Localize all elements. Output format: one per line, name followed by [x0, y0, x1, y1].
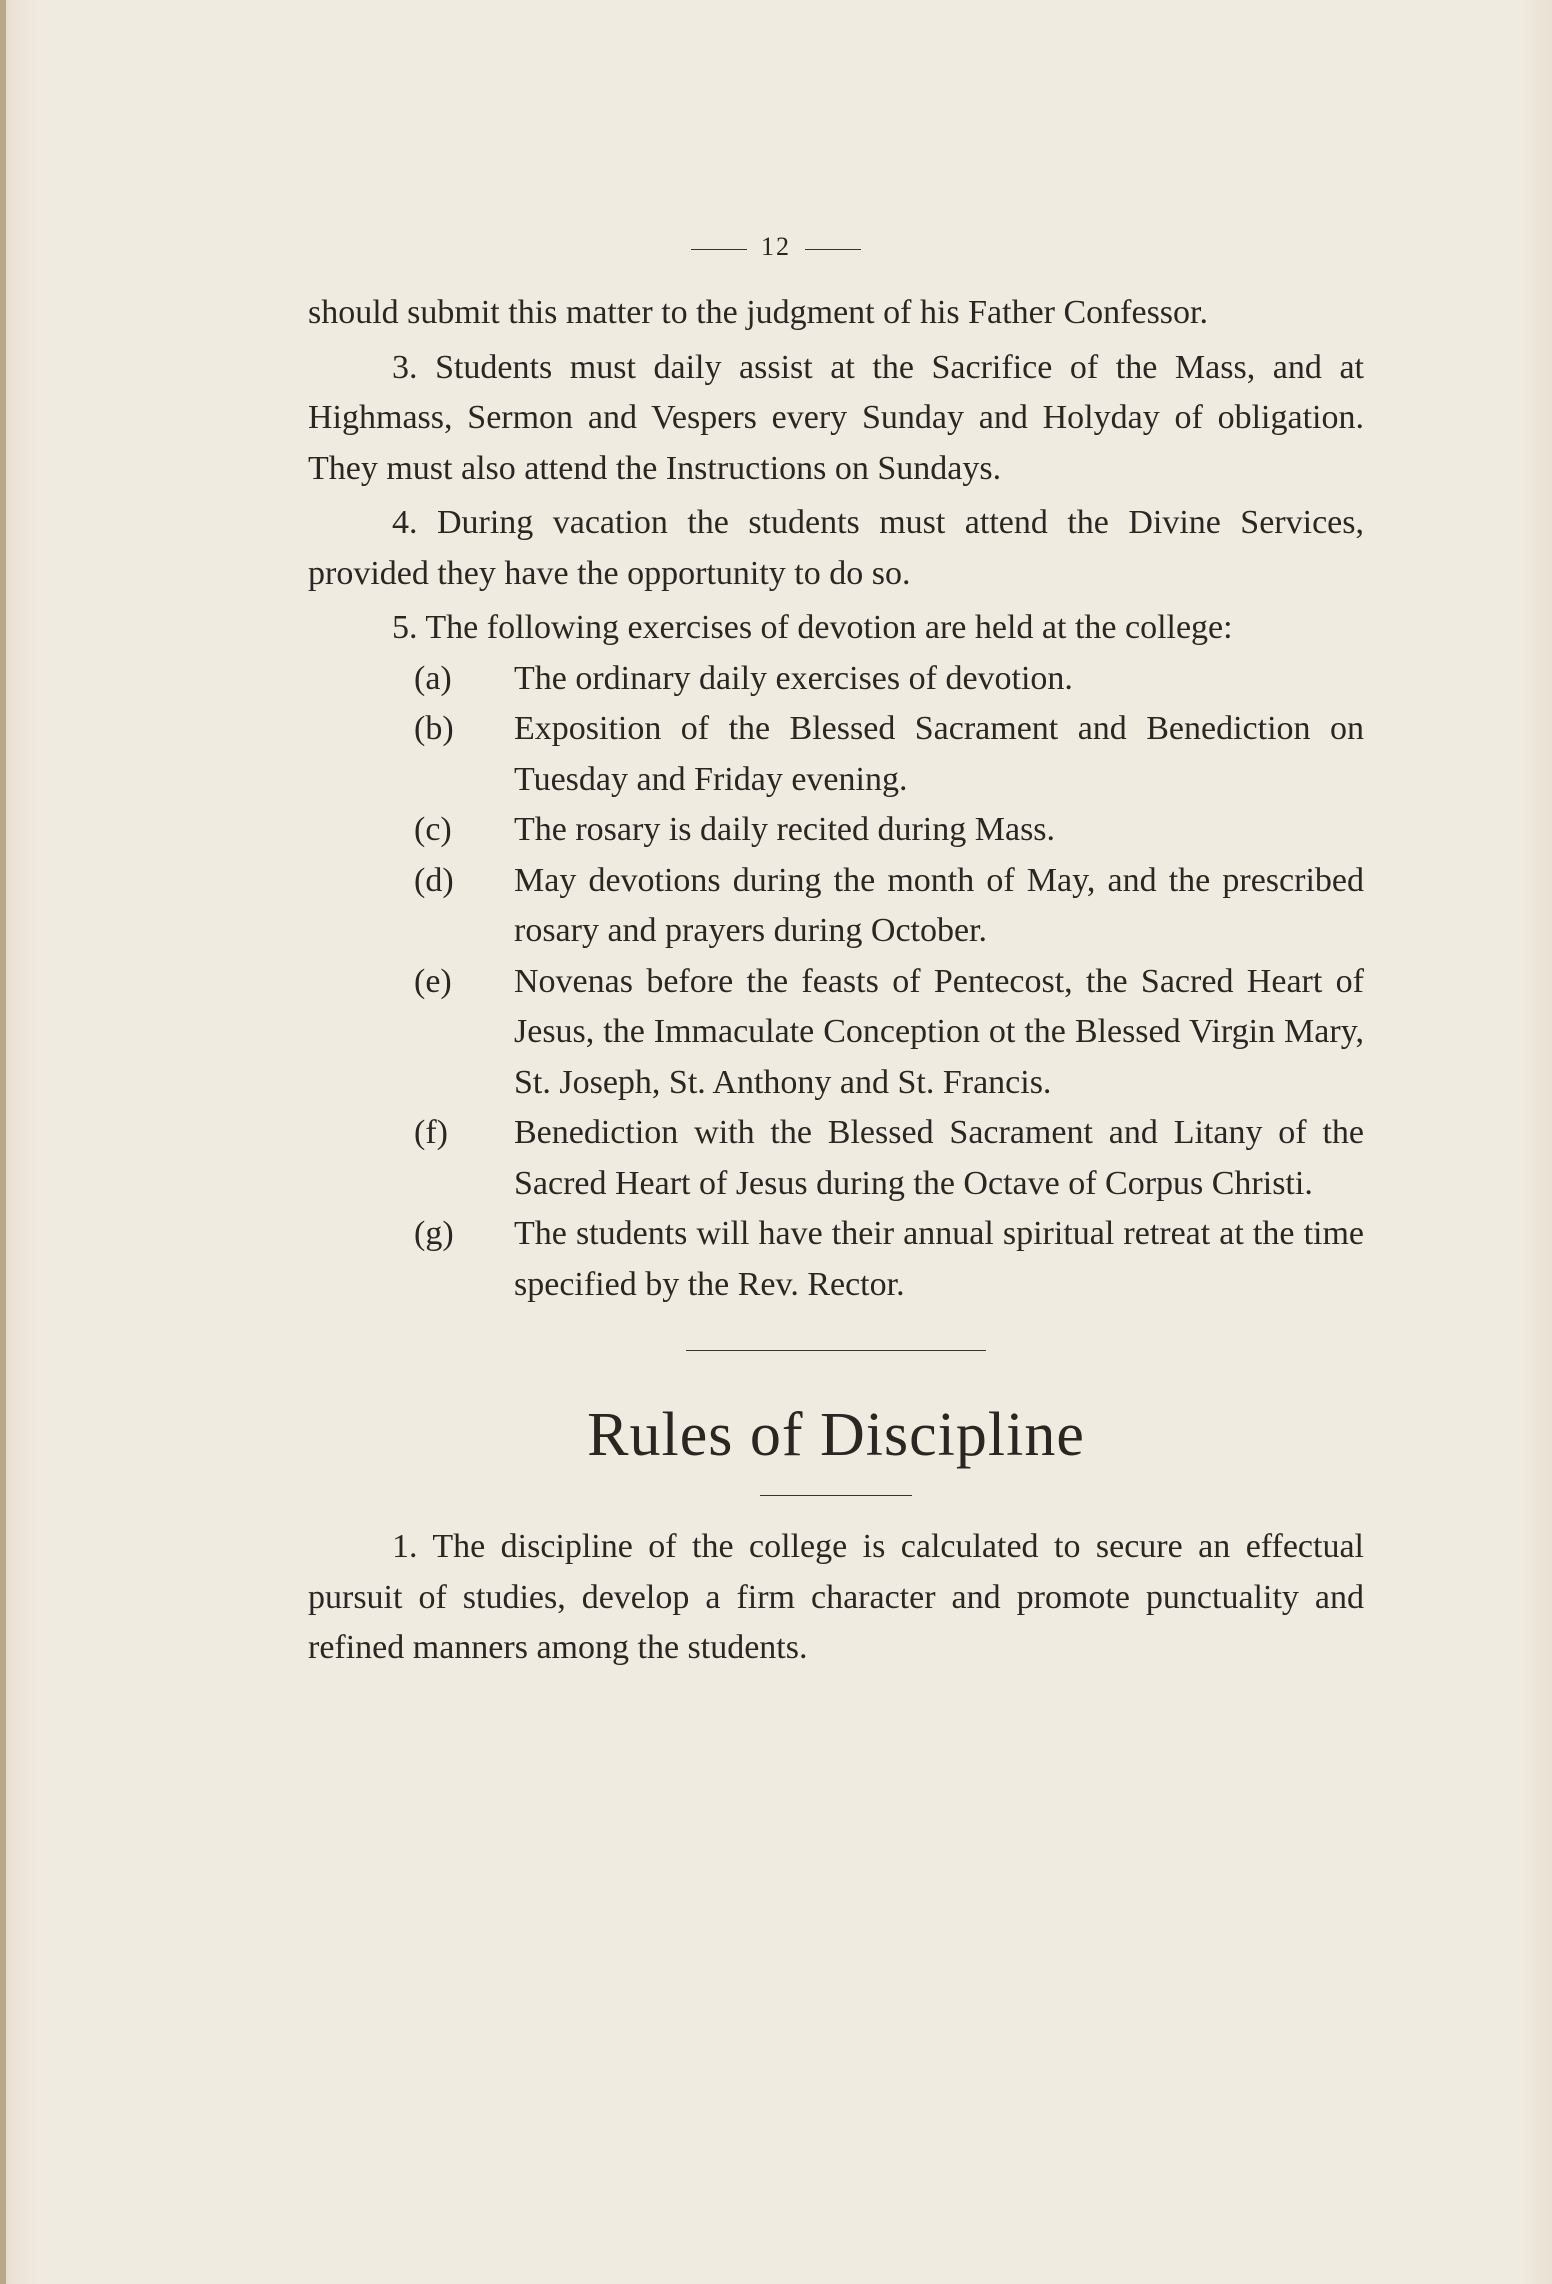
list-item — [308, 805, 1364, 856]
discipline-rules — [308, 1522, 1364, 1674]
paragraph-rule-4: 4. During vacation the students must attend the Divine Services, provided they have the opportunity to do so. — [308, 504, 1364, 592]
page-body — [308, 288, 1364, 1674]
list-item — [308, 704, 1364, 805]
section-title: Rules of Discipline — [587, 1401, 1085, 1469]
title-underline — [760, 1495, 912, 1496]
list-item-mark: (g) — [414, 1215, 454, 1252]
header-dash-left — [691, 249, 747, 250]
section-divider — [686, 1350, 986, 1351]
list-item-text: Benediction with the Blessed Sacrament and Litany of the Sacred Heart of Jesus during the Octave of Corpus Christi. — [514, 1114, 1364, 1202]
list-item-mark: (a) — [414, 659, 452, 697]
page-spine-edge — [0, 0, 6, 2284]
paragraph-rule-3: 3. Students must daily assist at the Sacrifice of the Mass, and at Highmass, Sermon and Vespers every Sunday and Holyday of obligation. They must also attend the Instructions on Sundays. — [308, 348, 1364, 487]
list-item-mark: (b) — [414, 710, 454, 747]
list-item-text: The students will have their annual spiritual retreat at the time specified by the Rev. Rector. — [514, 1215, 1364, 1303]
list-item-mark: (e) — [414, 962, 452, 1000]
paragraph-rule-5: 5. The following exercises of devotion are held at the college: — [392, 609, 1233, 646]
list-item — [308, 1108, 1364, 1209]
list-item — [308, 1209, 1364, 1310]
list-item-text: The ordinary daily exercises of devotion. — [514, 659, 1073, 697]
list-item-mark: (d) — [414, 861, 454, 899]
list-item-text: Novenas before the feasts of Pentecost, the Sacred Heart of Jesus, the Immaculate Conception ot the Blessed Virgin Mary, St. Joseph, St. Anthony and St. Francis. — [514, 962, 1364, 1101]
paragraph-discipline-1: 1. The discipline of the college is calculated to secure an effectual pursuit of studies, develop a firm character and promote punctuality and refined manners among the students. — [308, 1528, 1364, 1666]
list-item-mark: (c) — [414, 811, 452, 848]
list-item — [308, 654, 1364, 705]
page-header — [0, 232, 1552, 262]
list-item — [308, 957, 1364, 1109]
devotion-list — [308, 654, 1364, 1311]
paragraph-continuation: should submit this matter to the judgment of his Father Confessor. — [308, 294, 1208, 331]
list-item-text: May devotions during the month of May, and the prescribed rosary and prayers during October. — [514, 861, 1364, 949]
list-item-text: The rosary is daily recited during Mass. — [514, 811, 1056, 848]
header-dash-right — [805, 249, 861, 250]
list-item — [308, 856, 1364, 957]
list-item-mark: (f) — [414, 1114, 448, 1151]
list-item-text: Exposition of the Blessed Sacrament and Benediction on Tuesday and Friday evening. — [514, 710, 1364, 798]
page-number: 12 — [761, 232, 791, 261]
